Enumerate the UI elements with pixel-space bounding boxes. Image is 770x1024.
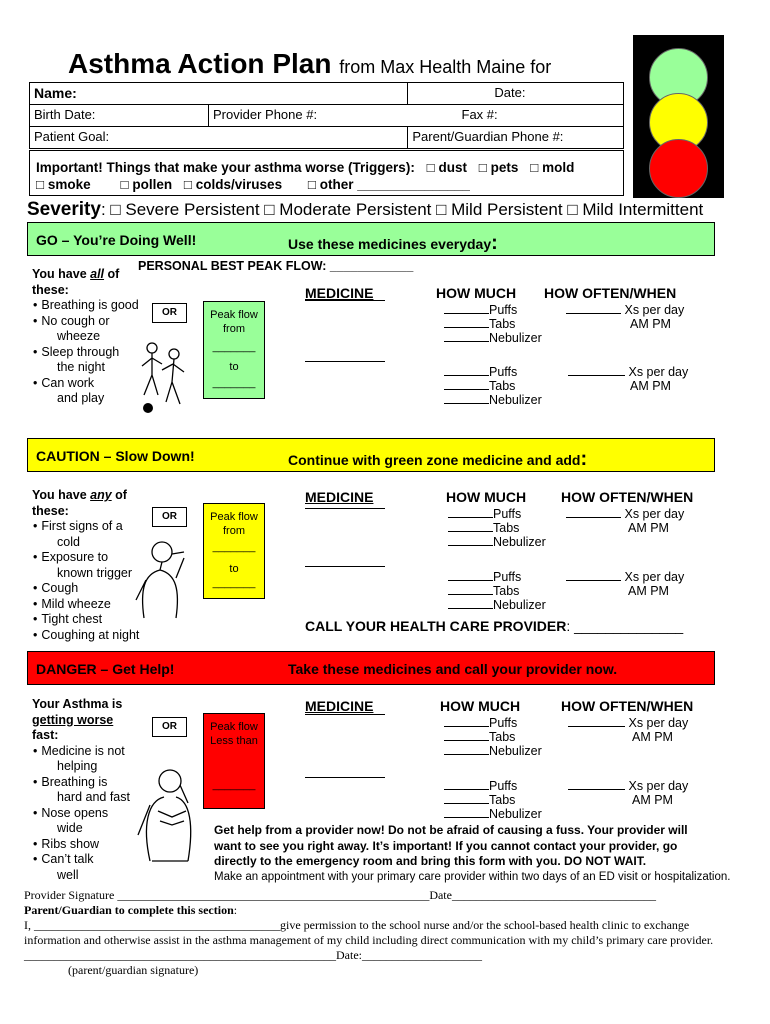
yellow-zone-bar	[27, 438, 715, 472]
provider-signature-line[interactable]: Provider Signature ____________________________________________________Date__________________________________	[24, 888, 656, 902]
yellow-freq-2[interactable]: Xs per day AM PM	[566, 570, 684, 598]
yellow-col-medicine: MEDICINE	[305, 489, 374, 505]
yellow-zone-title: CAUTION – Slow Down!	[36, 448, 195, 464]
green-col-how-often: HOW OFTEN/WHEN	[544, 285, 677, 301]
green-col-medicine: MEDICINE	[305, 285, 374, 301]
red-med-1[interactable]	[305, 714, 385, 715]
red-col-how-often: HOW OFTEN/WHEN	[561, 698, 694, 714]
yellow-zone-instruction: Continue with green zone medicine and add:	[288, 448, 588, 470]
green-dose-2[interactable]: Puffs Tabs Nebulizer	[444, 365, 542, 407]
kids-playing-icon	[138, 340, 190, 418]
trigger-smoke[interactable]: □ smoke	[36, 177, 91, 192]
birth-date-field[interactable]: Birth Date:	[30, 105, 209, 127]
green-peak-flow-box[interactable]: Peak flow from _______ to _______	[203, 301, 265, 399]
green-med-1[interactable]	[305, 300, 385, 301]
red-dose-2[interactable]: Puffs Tabs Nebulizer	[444, 779, 542, 821]
red-peak-flow-box[interactable]: Peak flow Less than _______	[203, 713, 265, 809]
green-zone-title: GO – You’re Doing Well!	[36, 232, 197, 248]
call-provider-line[interactable]: CALL YOUR HEALTH CARE PROVIDER: ______________	[305, 618, 684, 634]
green-zone-instruction: Use these medicines everyday:	[288, 232, 498, 254]
patient-goal-field[interactable]: Patient Goal:	[30, 127, 408, 149]
parent-section-heading: Parent/Guardian to complete this section:	[24, 903, 238, 917]
red-lamp-icon	[649, 139, 708, 198]
severity-row[interactable]: Severity: □ Severe Persistent □ Moderate Persistent □ Mild Persistent □ Mild Intermittent	[27, 199, 704, 220]
trigger-colds[interactable]: □ colds/viruses	[183, 177, 283, 192]
child-coughing-icon	[132, 540, 196, 622]
parent-signature-caption: (parent/guardian signature)	[68, 963, 199, 977]
yellow-col-how-often: HOW OFTEN/WHEN	[561, 489, 694, 505]
personal-best-peak-flow[interactable]: PERSONAL BEST PEAK FLOW: ____________	[138, 259, 414, 273]
green-or-box: OR	[152, 303, 187, 323]
red-dose-1[interactable]: Puffs Tabs Nebulizer	[444, 716, 542, 758]
green-symptoms: You have all of these: • Breathing is good • No cough or wheeze • Sleep through the night • Can work and play	[32, 267, 152, 407]
trigger-other[interactable]: □ other _______________	[307, 177, 470, 192]
green-col-how-much: HOW MUCH	[436, 285, 517, 301]
page-title: Asthma Action Plan from Max Health Maine for	[68, 48, 552, 79]
parent-phone-field[interactable]: Parent/Guardian Phone #:	[408, 127, 624, 149]
trigger-dust[interactable]: □ dust	[426, 160, 467, 175]
red-zone-instruction: Take these medicines and call your provider now.	[288, 661, 618, 677]
yellow-dose-1[interactable]: Puffs Tabs Nebulizer	[448, 507, 546, 549]
triggers-box: Important! Things that make your asthma worse (Triggers): □ dust □ pets □ mold □ smoke □ pollen □ colds/viruses □ other _______________	[29, 150, 624, 196]
red-med-2[interactable]	[305, 777, 385, 778]
yellow-symptoms: You have any of these: • First signs of a cold • Exposure to known trigger • Cough • Mild wheeze • Tight chest • Coughing at night	[32, 488, 152, 643]
date-field[interactable]: Date:	[408, 83, 624, 105]
green-freq-1[interactable]: Xs per day AM PM	[566, 303, 684, 331]
red-zone-bar	[27, 651, 715, 685]
child-struggling-breath-icon	[128, 765, 208, 865]
permission-line-2: information and otherwise assist in the asthma management of my child including direct communication with my child’s primary care provider.	[24, 933, 714, 947]
permission-line-1[interactable]: I, _________________________________________give permission to the school nurse and/or the school-based health clinic to exchange	[24, 918, 690, 932]
green-zone-bar	[27, 222, 715, 256]
red-symptoms: Your Asthma is getting worse fast: • Medicine is not helping • Breathing is hard and fast • Nose opens wide • Ribs show • Can’t talk well	[32, 697, 152, 883]
trigger-pollen[interactable]: □ pollen	[120, 177, 173, 192]
red-zone-title: DANGER – Get Help!	[36, 661, 175, 677]
yellow-peak-flow-box[interactable]: Peak flow from _______ to _______	[203, 503, 265, 599]
yellow-col-how-much: HOW MUCH	[446, 489, 527, 505]
red-freq-2[interactable]: Xs per day AM PM	[568, 779, 688, 807]
trigger-mold[interactable]: □ mold	[530, 160, 575, 175]
yellow-dose-2[interactable]: Puffs Tabs Nebulizer	[448, 570, 546, 612]
name-field[interactable]: Name:	[30, 83, 408, 105]
provider-phone-field[interactable]: Provider Phone #: Fax #:	[209, 105, 624, 127]
trigger-pets[interactable]: □ pets	[478, 160, 519, 175]
patient-info-table	[29, 82, 624, 149]
green-med-2[interactable]	[305, 361, 385, 362]
red-col-medicine: MEDICINE	[305, 698, 374, 714]
yellow-freq-1[interactable]: Xs per day AM PM	[566, 507, 684, 535]
red-freq-1[interactable]: Xs per day AM PM	[568, 716, 688, 744]
red-col-how-much: HOW MUCH	[440, 698, 521, 714]
red-help-text: Get help from a provider now! Do not be afraid of causing a fuss. Your provider will want to see you right away. It’s important! If you cannot contact your provider, go directly to the emergency room and bring this form with you. DO NOT WAIT. Make an appointment with your primary care provider within two days of an ED visit or hospitalization.	[214, 823, 731, 883]
red-or-box: OR	[152, 717, 187, 737]
parent-signature-line[interactable]: ____________________________________________________Date:____________________	[24, 948, 482, 962]
traffic-light-icon	[633, 35, 724, 198]
fax-label: Fax #:	[461, 107, 498, 122]
yellow-med-1[interactable]	[305, 508, 385, 509]
green-dose-1[interactable]: Puffs Tabs Nebulizer	[444, 303, 542, 345]
green-freq-2[interactable]: Xs per day AM PM	[568, 365, 688, 393]
yellow-med-2[interactable]	[305, 566, 385, 567]
yellow-or-box: OR	[152, 507, 187, 527]
